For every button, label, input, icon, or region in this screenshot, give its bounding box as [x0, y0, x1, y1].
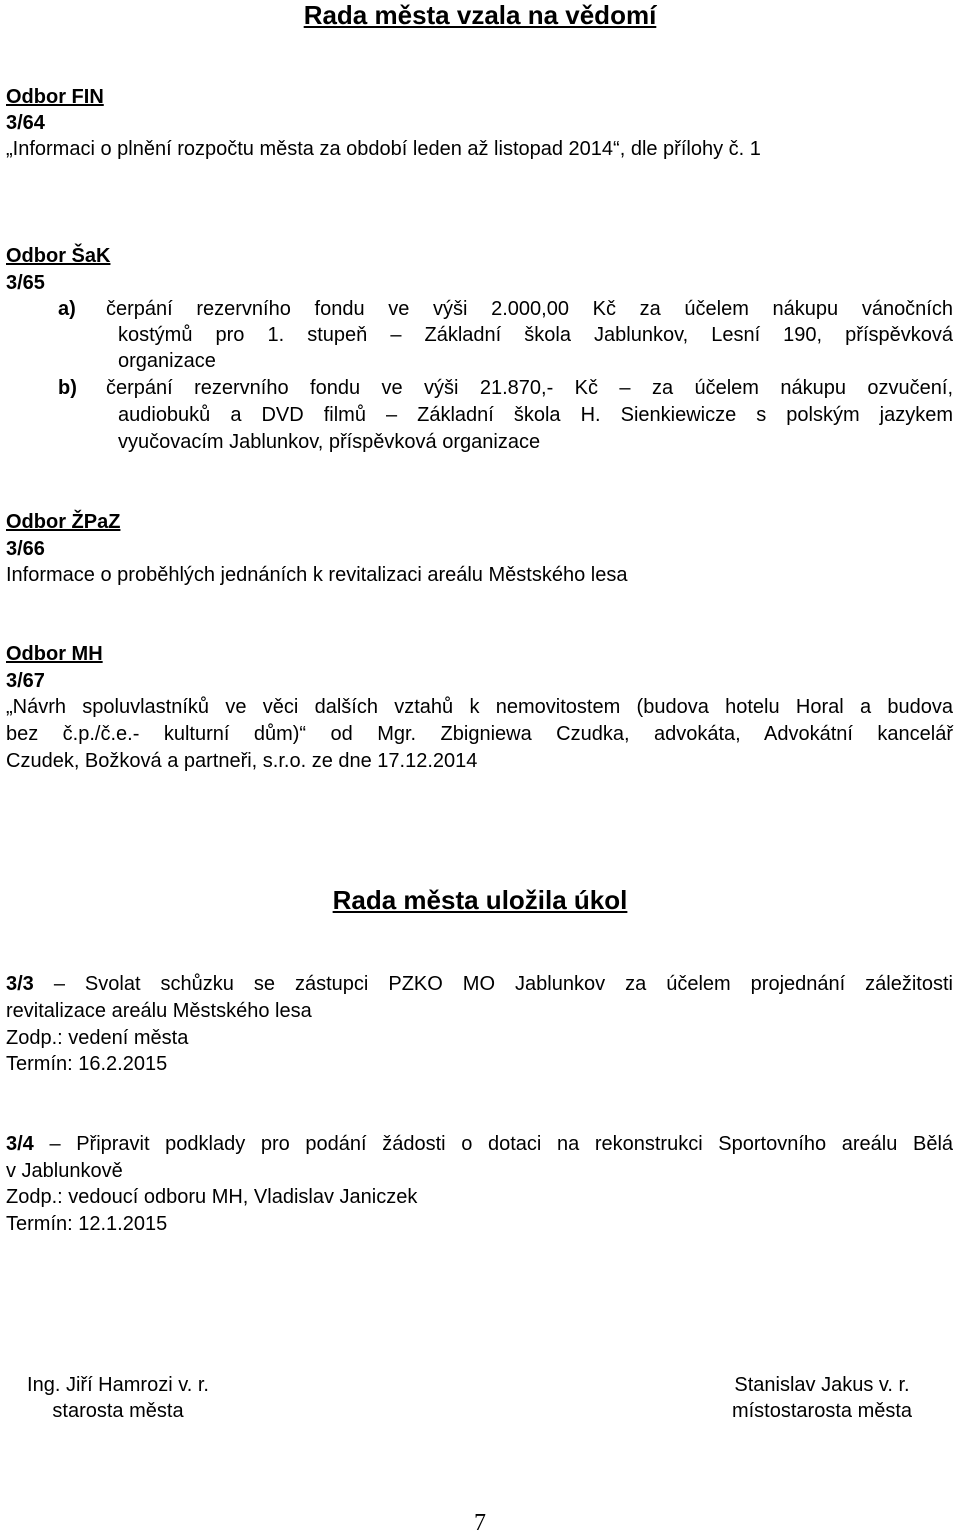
- section-title: Rada města uložila úkol: [332, 885, 628, 915]
- task-responsible: Zodp.: vedení města: [6, 1027, 189, 1049]
- task-number: 3/3: [6, 973, 34, 995]
- resolution-number: 3/64: [6, 112, 45, 134]
- resolution-text: Informace o proběhlých jednáních k revitalizaci areálu Městského lesa: [6, 564, 628, 586]
- list-item-text: organizace: [118, 350, 216, 372]
- list-item-text: kostýmů pro 1. stupeň – Základní škola Jablunkov, Lesní 190, příspěvková: [118, 324, 953, 346]
- resolution-text: Czudek, Božková a partneři, s.r.o. ze dne 17.12.2014: [6, 750, 478, 772]
- signature-left-name: Ing. Jiří Hamrozi v. r.: [27, 1374, 209, 1396]
- resolution-number: 3/65: [6, 272, 45, 294]
- task-text: – Připravit podklady pro podání žádosti o dotaci na rekonstrukci Sportovního areálu Bělá: [49, 1133, 954, 1155]
- list-item-text: čerpání rezervního fondu ve výši 2.000,00 Kč za účelem nákupu vánočních: [106, 298, 953, 320]
- resolution-text: „Návrh spoluvlastníků ve věci dalších vztahů k nemovitostem (budova hotelu Horal a budova: [6, 696, 953, 718]
- signature-left-role: starosta města: [52, 1400, 184, 1422]
- resolution-text: „Informaci o plnění rozpočtu města za období leden až listopad 2014“, dle přílohy č. 1: [6, 138, 761, 160]
- resolution-text: bez č.p./č.e.- kulturní dům)“ od Mgr. Zbigniewa Czudka, advokáta, Advokátní kancelář: [6, 723, 953, 745]
- task-text: v Jablunkově: [6, 1160, 123, 1182]
- task-line: [6, 971, 953, 997]
- list-item-text: audiobuků a DVD filmů – Základní škola H. Sienkiewicze s polským jazykem: [118, 404, 953, 426]
- page-title: Rada města vzala na vědomí: [303, 0, 657, 30]
- task-deadline: Termín: 16.2.2015: [6, 1053, 168, 1075]
- task-line: [6, 1131, 953, 1157]
- list-item-a: [58, 296, 953, 322]
- section-heading-fin: Odbor FIN: [6, 86, 104, 108]
- list-item-text: vyučovacím Jablunkov, příspěvková organizace: [118, 431, 541, 453]
- page-number: 7: [474, 1510, 486, 1536]
- list-item-label: b): [58, 377, 77, 399]
- task-responsible: Zodp.: vedoucí odboru MH, Vladislav Janiczek: [6, 1186, 418, 1208]
- signature-right-role: místostarosta města: [731, 1400, 913, 1422]
- task-deadline: Termín: 12.1.2015: [6, 1213, 168, 1235]
- resolution-number: 3/67: [6, 670, 45, 692]
- section-heading-sak: Odbor ŠaK: [6, 245, 111, 267]
- resolution-number: 3/66: [6, 538, 45, 560]
- list-item-text: čerpání rezervního fondu ve výši 21.870,- Kč – za účelem nákupu ozvučení,: [106, 377, 953, 399]
- list-item-label: a): [58, 298, 76, 320]
- section-heading-zpaz: Odbor ŽPaZ: [6, 511, 121, 533]
- task-text: revitalizace areálu Městského lesa: [6, 1000, 312, 1022]
- task-number: 3/4: [6, 1133, 34, 1155]
- task-text: – Svolat schůzku se zástupci PZKO MO Jablunkov za účelem projednání záležitosti: [53, 973, 953, 995]
- list-item-b: [58, 375, 953, 401]
- signature-right-name: Stanislav Jakus v. r.: [734, 1374, 910, 1396]
- section-heading-mh: Odbor MH: [6, 643, 103, 665]
